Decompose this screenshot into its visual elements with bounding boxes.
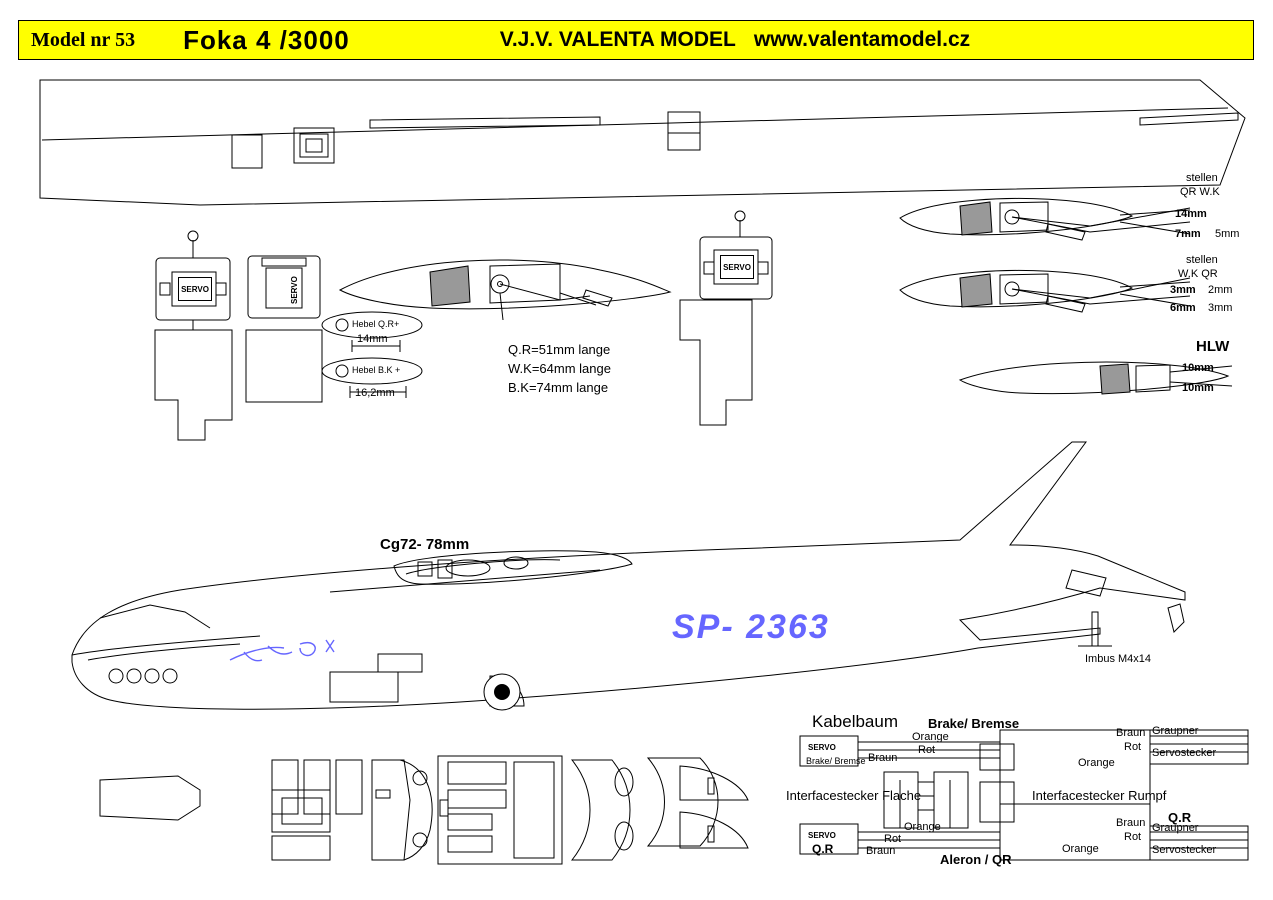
throws-top-qr-wk: QR W.K: [1180, 186, 1220, 198]
hebel-qr-label: Hebel Q.R+: [352, 319, 400, 329]
interface-rumpf-label: Interfacestecker Rumpf: [1032, 788, 1167, 803]
throws-mid-v3: 6mm: [1170, 302, 1196, 314]
wing-plan-top: [40, 80, 1245, 205]
wire-botright-orange: Orange: [1062, 843, 1099, 855]
servo-brake-sub: Brake/ Bremse: [806, 756, 866, 766]
throws-mid-wk-qr: W.K QR: [1178, 268, 1218, 280]
servo-label-right: SERVO: [720, 255, 754, 279]
servo-brake-label: SERVO: [808, 740, 850, 754]
imbus-label: Imbus M4x14: [1085, 653, 1152, 665]
wire-bot-orange: Orange: [904, 821, 941, 833]
throws-mid-v1: 3mm: [1170, 284, 1196, 296]
note-bk-length: B.K=74mm lange: [508, 380, 609, 395]
throws-mid-v2: 2mm: [1208, 284, 1233, 296]
note-qr-length: Q.R=51mm lange: [508, 342, 611, 357]
wire-top-orange: Orange: [912, 731, 949, 743]
hebel-bk-label: Hebel B.K +: [352, 365, 401, 375]
wire-topright-rot: Rot: [1124, 741, 1142, 753]
wire-bot-braun: Braun: [866, 845, 896, 857]
graupner-top-line2: Servostecker: [1152, 747, 1217, 759]
model-number: Model nr 53: [31, 28, 136, 51]
wire-top-rot: Rot: [918, 744, 936, 756]
graupner-bot-line1: Graupner: [1152, 822, 1199, 834]
wire-bot-rot: Rot: [884, 833, 902, 845]
brake-title: Brake/ Bremse: [928, 716, 1020, 731]
parts-layout-bottom: [100, 756, 748, 864]
servo-label-left: SERVO: [178, 277, 212, 301]
hlw-v1: 10mm: [1182, 362, 1214, 374]
note-wk-length: W.K=64mm lange: [508, 361, 611, 376]
servo-qr-label: SERVO: [808, 828, 850, 842]
hebel-qr-value: 14mm: [357, 333, 388, 345]
throws-top-stellen: stellen: [1186, 172, 1218, 184]
throws-top-v3: 5mm: [1215, 228, 1240, 240]
throws-top-v2: 7mm: [1175, 228, 1201, 240]
servo-qr-sub: Q.R: [812, 842, 834, 856]
servo-mount-left: [155, 231, 322, 440]
interface-flache-label: Interfacestecker Flache: [786, 788, 922, 803]
plan-title: Foka 4 /3000: [183, 24, 350, 55]
throws-top-v1: 14mm: [1175, 208, 1207, 220]
wiring-title: Kabelbaum: [812, 712, 899, 731]
cg-label: Cg72- 78mm: [380, 536, 470, 553]
throws-mid-v4: 3mm: [1208, 302, 1233, 314]
graupner-top-line1: Graupner: [1152, 725, 1199, 737]
servo-label-left2: SERVO: [290, 276, 299, 304]
registration-marking: SP- 2363: [672, 608, 830, 646]
brand-name: V.J.V. VALENTA MODEL: [499, 28, 736, 51]
servo-mount-right: [680, 211, 772, 425]
aileron-title: Aleron / QR: [940, 852, 1012, 867]
hlw-v2: 10mm: [1182, 382, 1214, 394]
throws-mid-stellen: stellen: [1186, 254, 1218, 266]
wire-topright-orange: Orange: [1078, 757, 1115, 769]
wing-section-airfoil: [340, 260, 670, 320]
wire-top-braun: Braun: [868, 752, 898, 764]
wire-botright-rot: Rot: [1124, 831, 1142, 843]
hlw-title: HLW: [1196, 338, 1230, 355]
wire-topright-braun: Braun: [1116, 727, 1146, 739]
graupner-bot-line2: Servostecker: [1152, 844, 1217, 856]
hebel-bk-value: 16,2mm: [355, 387, 395, 399]
throw-diagram-mid: [900, 271, 1190, 312]
qr-tag: Q.R: [1168, 810, 1192, 825]
fuselage-side-view: [72, 442, 1185, 710]
throw-diagram-top: [900, 199, 1190, 240]
website-url: www.valentamodel.cz: [753, 28, 971, 51]
wire-botright-braun: Braun: [1116, 817, 1146, 829]
